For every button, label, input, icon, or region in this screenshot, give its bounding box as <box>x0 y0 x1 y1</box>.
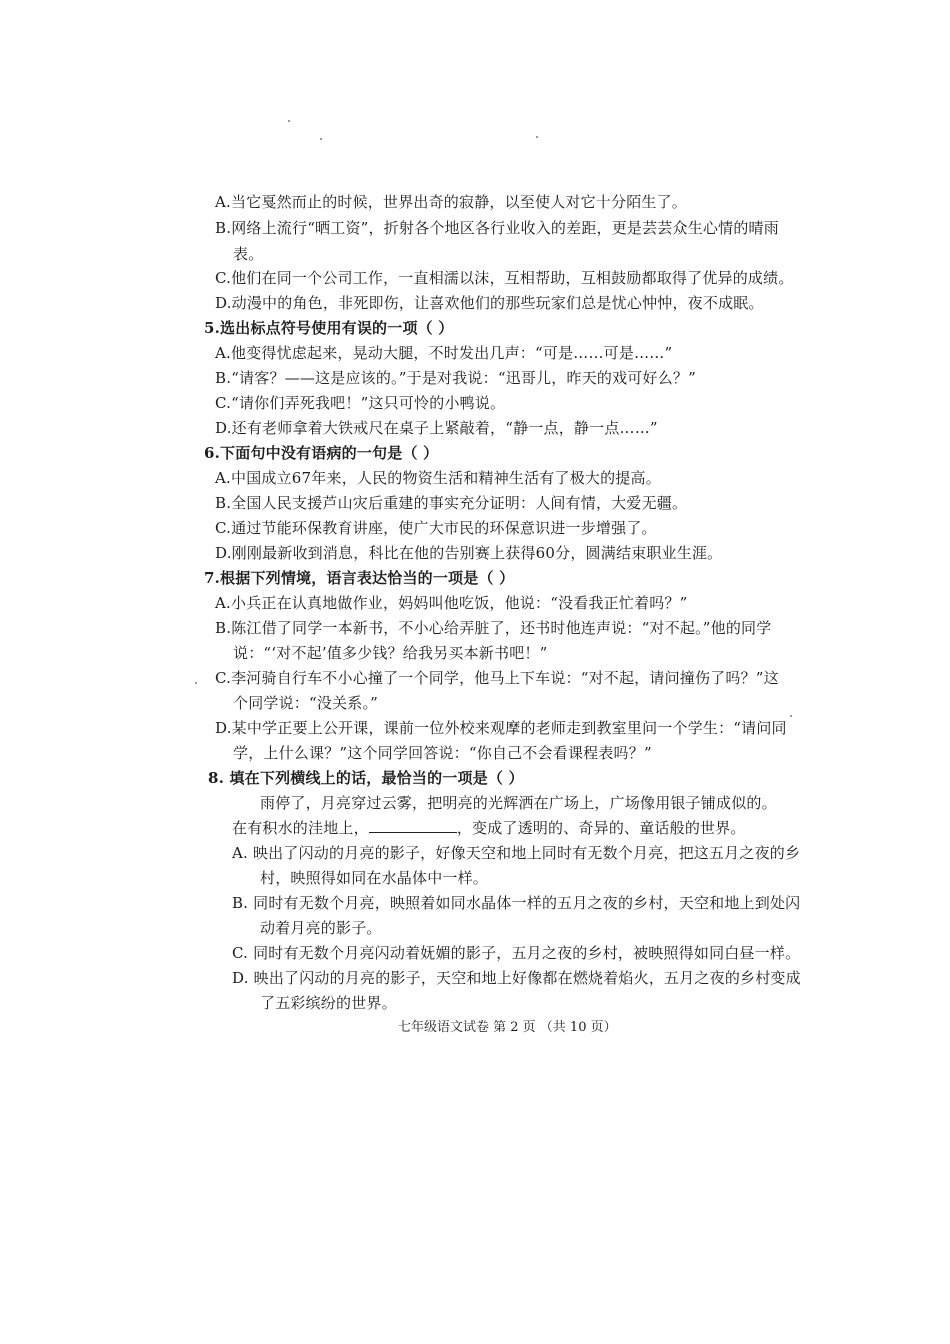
q4-option-b-line1: B.网络上流行“晒工资”，折射各个地区各行业收入的差距，更是芸芸众生心情的晴雨 <box>215 219 779 237</box>
scan-speck <box>536 136 538 138</box>
q7-option-b-line1: B.陈江借了同学一本新书，不小心给弄脏了，还书时他连声说：“对不起。”他的同学 <box>215 619 772 637</box>
scan-speck <box>320 138 322 140</box>
q8-option-b-line1: B. 同时有无数个月亮，映照着如同水晶体一样的五月之夜的乡村，天空和地上到处闪 <box>232 894 801 912</box>
q8-stem: 8. 填在下列横线上的话，最恰当的一项是（ ） <box>208 769 524 787</box>
q7-option-d-line2: 学，上什么课？”这个同学回答说：“你自己不会看课程表吗？” <box>233 744 652 762</box>
q6-option-c: C.通过节能环保教育讲座，使广大市民的环保意识进一步增强了。 <box>215 519 657 537</box>
q6-option-a: A.中国成立67年来，人民的物资生活和精神生活有了极大的提高。 <box>215 469 661 487</box>
q7-option-d-line1: D.某中学正要上公开课，课前一位外校来观摩的老师走到教室里问一个学生：“请问同 <box>215 719 787 737</box>
q8-passage-line1: 雨停了，月亮穿过云雾，把明亮的光辉洒在广场上，广场像用银子铺成似的。 <box>260 794 777 812</box>
scan-speck <box>288 120 290 122</box>
q8-option-b-line2: 动着月亮的影子。 <box>260 919 382 937</box>
q7-stem: 7.根据下列情境，语言表达恰当的一项是（ ） <box>204 569 515 587</box>
q6-option-d: D.刚刚最新收到消息，科比在他的告别赛上获得60分，圆满结束职业生涯。 <box>215 544 723 562</box>
q7-option-c-line1: C.李河骑自行车不小心撞了一个同学，他马上下车说：“对不起，请问撞伤了吗？”这 <box>215 669 779 687</box>
q7-option-c-line2: 个同学说：“没关系。” <box>233 694 379 712</box>
q6-stem: 6.下面句中没有语病的一句是（ ） <box>204 444 439 462</box>
q8-passage-line2-start: 在有积水的洼地上， <box>232 819 369 837</box>
q5-option-d: D.还有老师拿着大铁戒尺在桌子上紧敲着，“静一点，静一点……” <box>215 419 658 437</box>
q8-option-d-line1: D. 映出了闪动的月亮的影子，天空和地上好像都在燃烧着焰火，五月之夜的乡村变成 <box>232 969 801 987</box>
fill-blank <box>369 818 457 833</box>
scan-speck <box>195 682 197 684</box>
q8-passage-line2 <box>232 818 746 838</box>
q4-option-b-line2: 表。 <box>233 245 264 263</box>
q4-option-d: D.动漫中的角色，非死即伤，让喜欢他们的那些玩家们总是忧心忡忡，夜不成眠。 <box>215 294 764 312</box>
q5-option-b: B.“请客？——这是应该的。”于是对我说：“迅哥儿，昨天的戏可好么？” <box>215 369 696 387</box>
page-footer: 七年级语文试卷 第 2 页 （共 10 页） <box>398 1020 617 1035</box>
q8-option-c: C. 同时有无数个月亮闪动着妩媚的影子，五月之夜的乡村，被映照得如同白昼一样。 <box>232 944 801 962</box>
q4-option-a: A.当它戛然而止的时候，世界出奇的寂静，以至使人对它十分陌生了。 <box>215 193 688 211</box>
q5-option-a: A.他变得忧虑起来，晃动大腿，不时发出几声：“可是……可是……” <box>215 344 673 362</box>
q5-option-c: C.“请你们弄死我吧！”这只可怜的小鸭说。 <box>215 394 506 412</box>
q8-passage-line2-end: ，变成了透明的、奇异的、童话般的世界。 <box>456 819 746 837</box>
q4-option-c: C.他们在同一个公司工作，一直相濡以沫，互相帮助，互相鼓励都取得了优异的成绩。 <box>215 269 794 287</box>
q7-option-a: A.小兵正在认真地做作业，妈妈叫他吃饭，他说：“没看我正忙着吗？” <box>215 594 688 612</box>
q8-option-a-line2: 村，映照得如同在水晶体中一样。 <box>260 869 489 887</box>
q6-option-b: B.全国人民支援芦山灾后重建的事实充分证明：人间有情，大爱无疆。 <box>215 494 688 512</box>
scan-speck <box>790 715 792 717</box>
q8-option-a-line1: A. 映出了闪动的月亮的影子，好像天空和地上同时有无数个月亮，把这五月之夜的乡 <box>232 844 801 862</box>
q8-option-d-line2: 了五彩缤纷的世界。 <box>260 994 397 1012</box>
q5-stem: 5.选出标点符号使用有误的一项（ ） <box>204 319 454 337</box>
q7-option-b-line2: 说：“‘对不起’值多少钱？给我另买本新书吧！” <box>233 644 548 662</box>
